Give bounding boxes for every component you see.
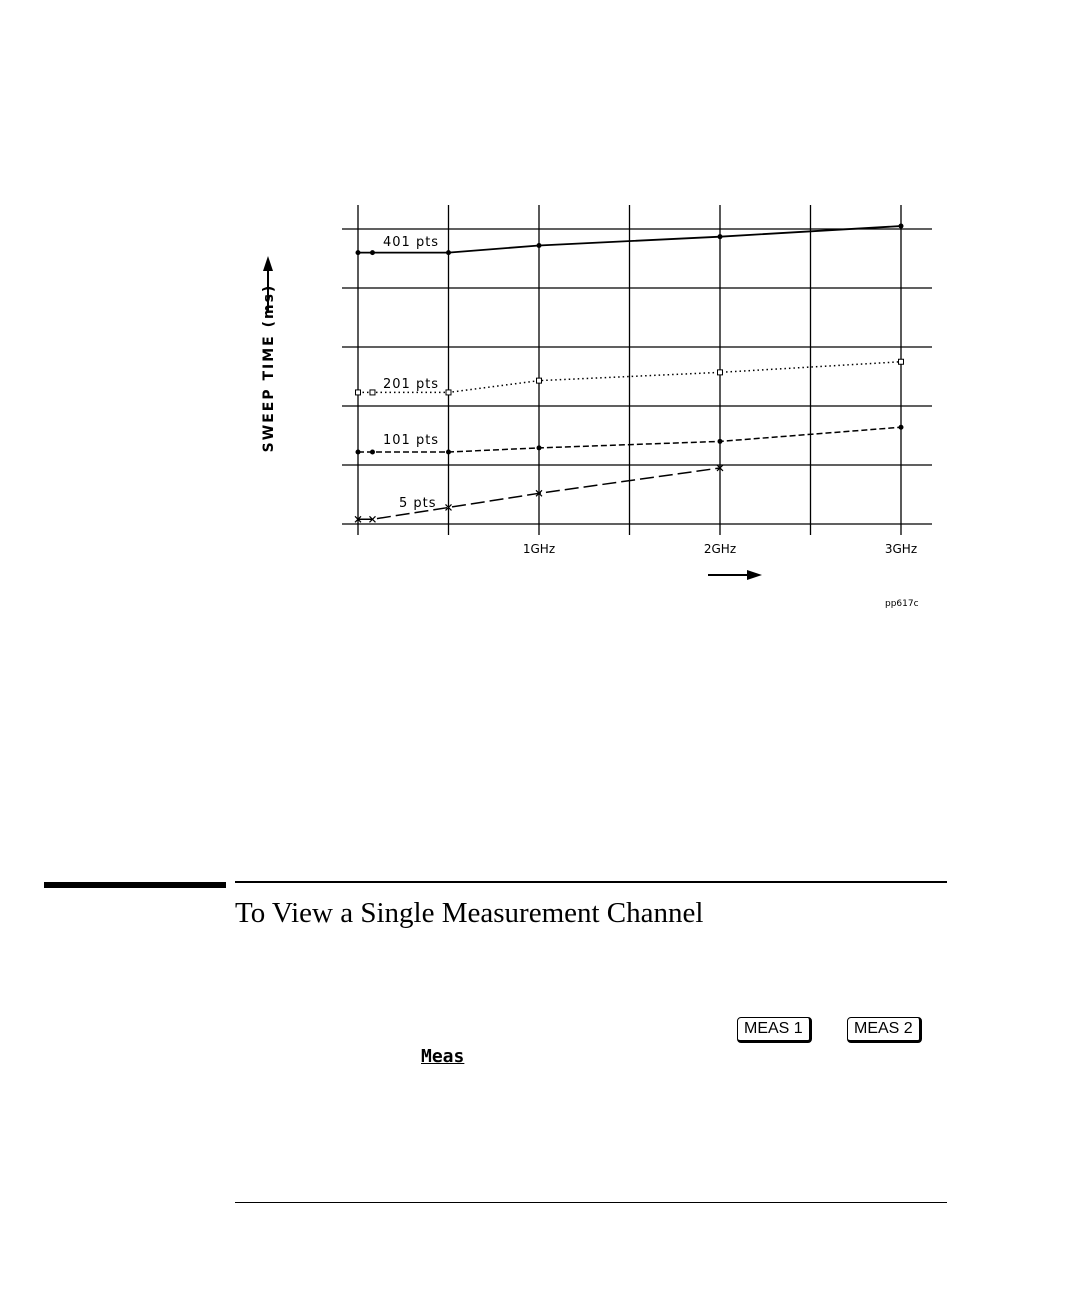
page-bottom-rule xyxy=(235,1202,947,1203)
data-point xyxy=(899,224,904,229)
x-tick-label: 2GHz xyxy=(703,542,737,556)
section-title: To View a Single Measurement Channel xyxy=(235,897,704,929)
section-divider-thick xyxy=(44,882,226,888)
data-point xyxy=(718,234,723,239)
figure-id: pp617c xyxy=(885,599,919,609)
data-point xyxy=(356,450,361,455)
series-label-201: 201 pts xyxy=(383,377,440,392)
section-divider xyxy=(235,881,947,883)
x-axis-arrow-icon xyxy=(708,570,762,580)
series-label-101: 101 pts xyxy=(383,433,440,448)
x-tick-label: 1GHz xyxy=(522,542,556,556)
chart-labels xyxy=(261,235,919,609)
meas1-hardkey: MEAS 1 xyxy=(737,1017,812,1043)
series-label-5: 5 pts xyxy=(399,496,437,511)
meas-softkey: Meas xyxy=(421,1046,465,1067)
data-point xyxy=(370,450,375,455)
data-point xyxy=(446,390,451,395)
data-point xyxy=(718,370,723,375)
meas2-hardkey: MEAS 2 xyxy=(847,1017,922,1043)
y-axis-label: SWEEP TIME (ms) xyxy=(261,283,277,453)
data-point xyxy=(537,445,542,450)
data-point xyxy=(537,378,542,383)
data-point xyxy=(899,359,904,364)
data-point xyxy=(446,250,451,255)
data-point xyxy=(370,250,375,255)
data-point xyxy=(899,425,904,430)
data-point xyxy=(718,439,723,444)
data-point xyxy=(446,450,451,455)
data-point xyxy=(356,390,361,395)
data-point xyxy=(537,243,542,248)
x-tick-label: 3GHz xyxy=(884,542,918,556)
chart-grid xyxy=(342,205,932,535)
data-point xyxy=(370,390,375,395)
sweep-time-chart xyxy=(0,0,1090,640)
series-label-401: 401 pts xyxy=(383,235,440,250)
data-point xyxy=(356,250,361,255)
